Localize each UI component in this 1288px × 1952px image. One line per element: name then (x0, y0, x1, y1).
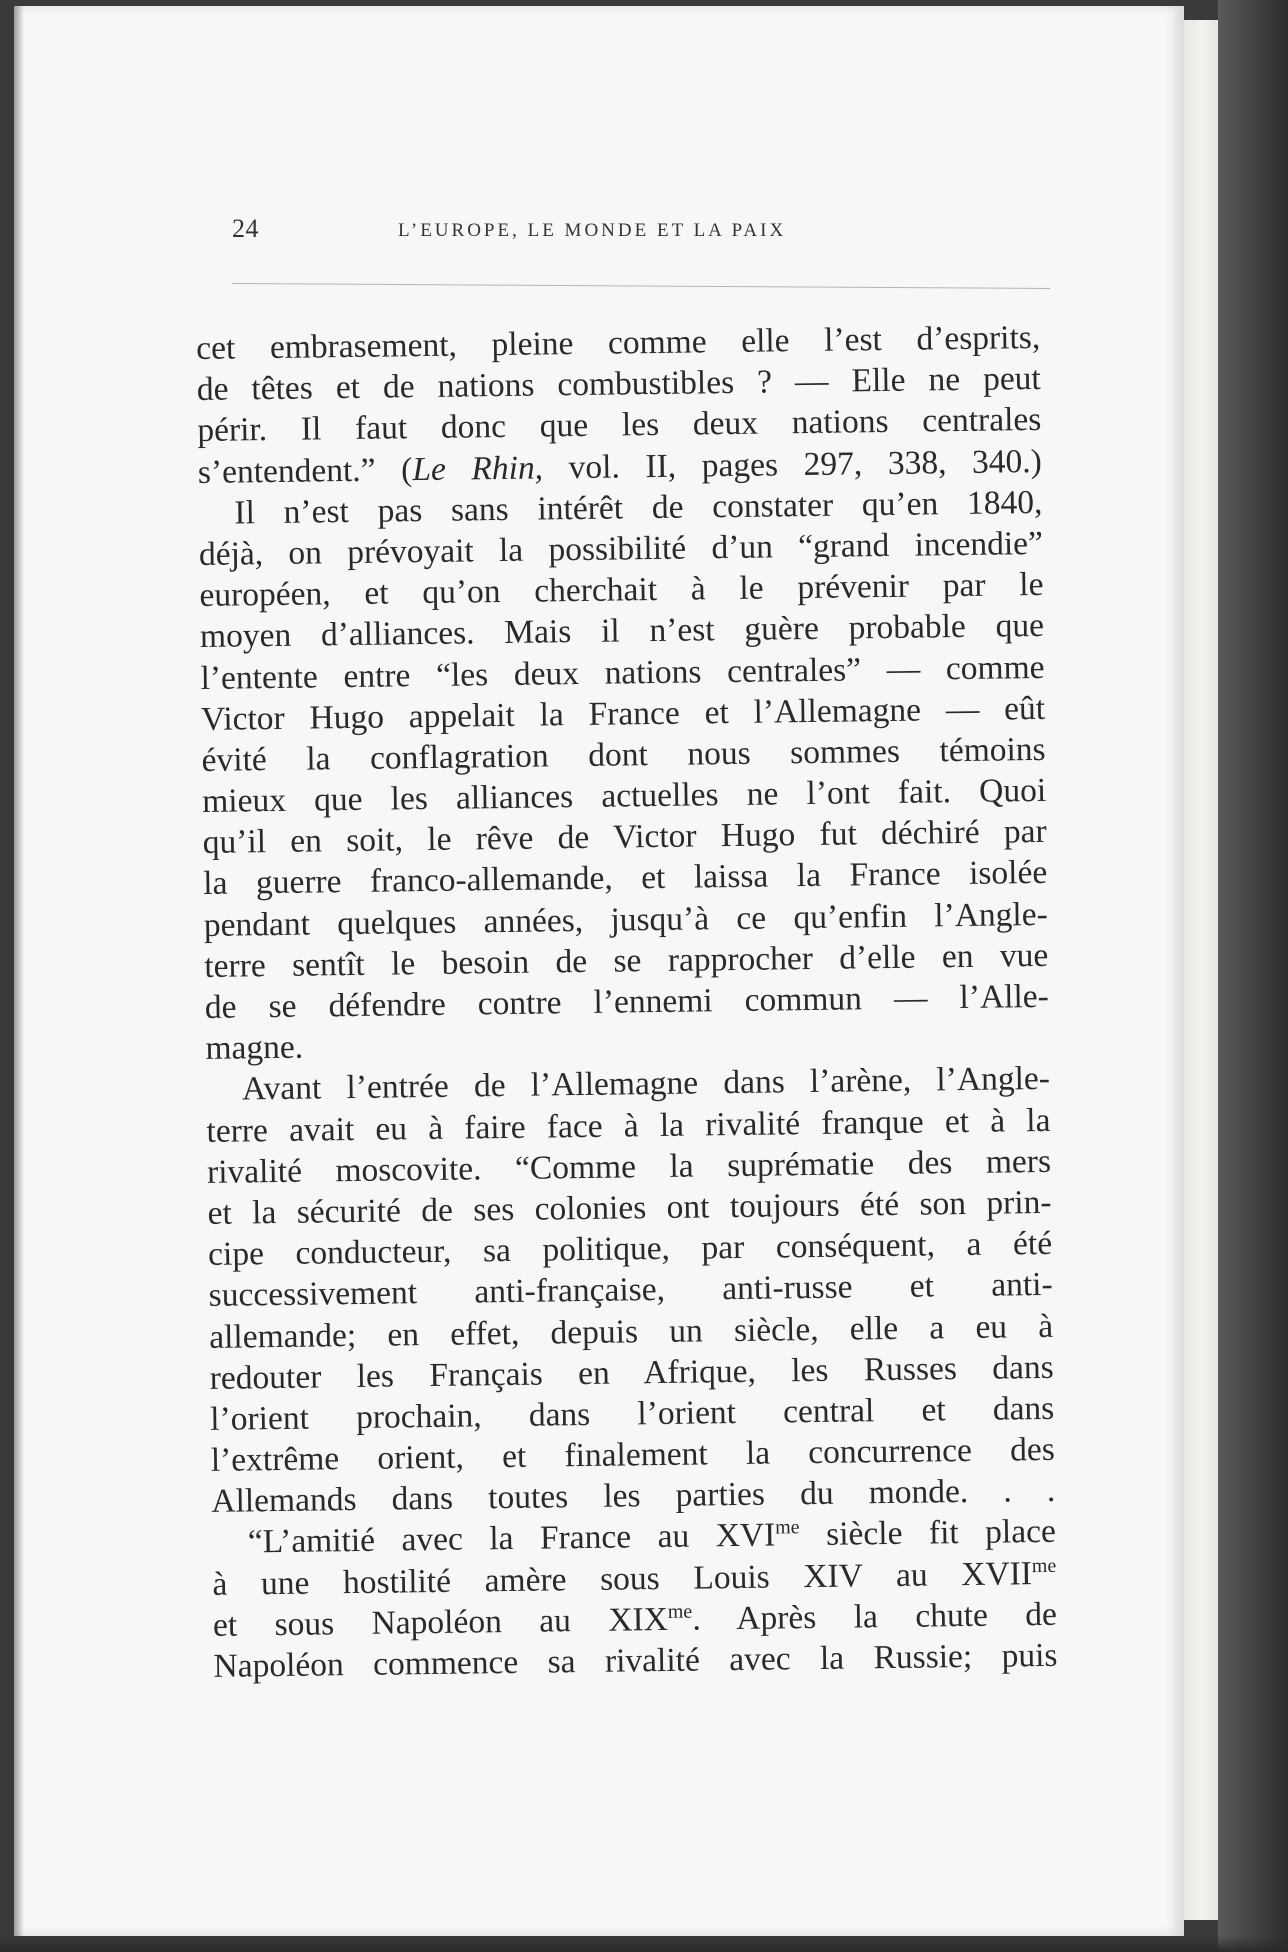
text-line: Napoléon commence sa rivalité avec la Russie; puis (213, 1636, 1058, 1685)
text-fragment: “L’amitié avec la France au XVI (247, 1516, 776, 1561)
citation-open: ( (400, 450, 413, 488)
text-line: l’entente entre “les deux nations centrales” — comme (200, 648, 1045, 697)
text-line: évité la conflagration dont nous sommes témoins (201, 730, 1046, 779)
text-fragment: . Après la chute de (692, 1595, 1058, 1638)
scan-bottom-edge (0, 1936, 1288, 1952)
text-line: magne. (205, 1028, 304, 1068)
superscript: me (775, 1516, 800, 1539)
text-line: Victor Hugo appelait la France et l’Allemagne — eût (200, 689, 1046, 738)
text-line: mieux que les alliances actuelles ne l’ont fait. Quoi (201, 771, 1047, 821)
text-line: la guerre franco-allemande, et laissa la France isolée (203, 854, 1048, 903)
text-line: terre avait eu à faire face à la rivalité franque et à la (206, 1101, 1051, 1150)
running-head (220, 212, 1050, 252)
superscript: me (667, 1600, 693, 1623)
text-fragment: siècle fit place (799, 1513, 1057, 1554)
text-line: moyen d’alliances. Mais il n’est guère probable que (199, 607, 1045, 656)
text-line: Allemands dans toutes les parties du monde. . . (211, 1472, 1056, 1521)
body-text (196, 317, 1058, 1687)
text-line: successivement anti-française, anti-russe et anti- (208, 1266, 1053, 1315)
citation-work: Le Rhin, (412, 449, 544, 488)
text-line: européen, et qu’on cherchait à le prévenir par le (199, 566, 1044, 615)
text-line: rivalité moscovite. “Comme la suprématie des mers (206, 1142, 1052, 1191)
text-fragment: s’entendent.” (197, 451, 376, 491)
text-line: Avant l’entrée de l’Allemagne dans l’arène, l’Angle- (241, 1060, 1051, 1108)
superscript: me (1031, 1554, 1057, 1577)
text-line: cipe conducteur, sa politique, par conséquent, a été (207, 1224, 1053, 1274)
text-line: Il n’est pas sans intérêt de constater qu’en 1840, (234, 483, 1043, 532)
text-line: l’orient prochain, dans l’orient central et dans (210, 1389, 1055, 1438)
gutter-shadow (14, 6, 24, 1936)
text-line: qu’il en soit, le rêve de Victor Hugo fut déchiré par (202, 813, 1047, 862)
text-line: allemande; en effet, depuis un siècle, elle a eu à (208, 1307, 1054, 1356)
text-line: redouter les Français en Afrique, les Russes dans (209, 1348, 1054, 1397)
text-fragment: et sous Napoléon au XIX (212, 1600, 669, 1644)
text-line: cet embrasement, pleine comme elle l’est d’esprits, (196, 318, 1041, 367)
text-line: pendant quelques années, jusqu’à ce qu’enfin l’Angle- (203, 895, 1048, 944)
text-fragment: à une hostilité amère sous Louis XIV au XVII (212, 1554, 1033, 1603)
page-number: 24 (232, 214, 259, 243)
scan-border (1218, 0, 1288, 1952)
text-line: périr. Il faut donc que les deux nations centrales (197, 401, 1042, 450)
text-line: l’extrême orient, et finalement la concurrence des (210, 1430, 1055, 1479)
text-line: terre sentît le besoin de se rapprocher d’elle en vue (204, 936, 1049, 985)
text-line: de se défendre contre l’ennemi commun — l’Alle- (204, 977, 1050, 1026)
text-line: déjà, on prévoyait la possibilité d’un “grand incendie” (198, 524, 1044, 573)
text-line: et la sécurité de ses colonies ont toujours été son prin- (207, 1183, 1052, 1232)
text-line: de têtes et de nations combustibles ? — Elle ne peut (196, 360, 1041, 409)
citation-details: vol. II, pages 297, 338, 340.) (542, 442, 1043, 487)
running-title: L’EUROPE, LE MONDE ET LA PAIX (398, 220, 787, 241)
